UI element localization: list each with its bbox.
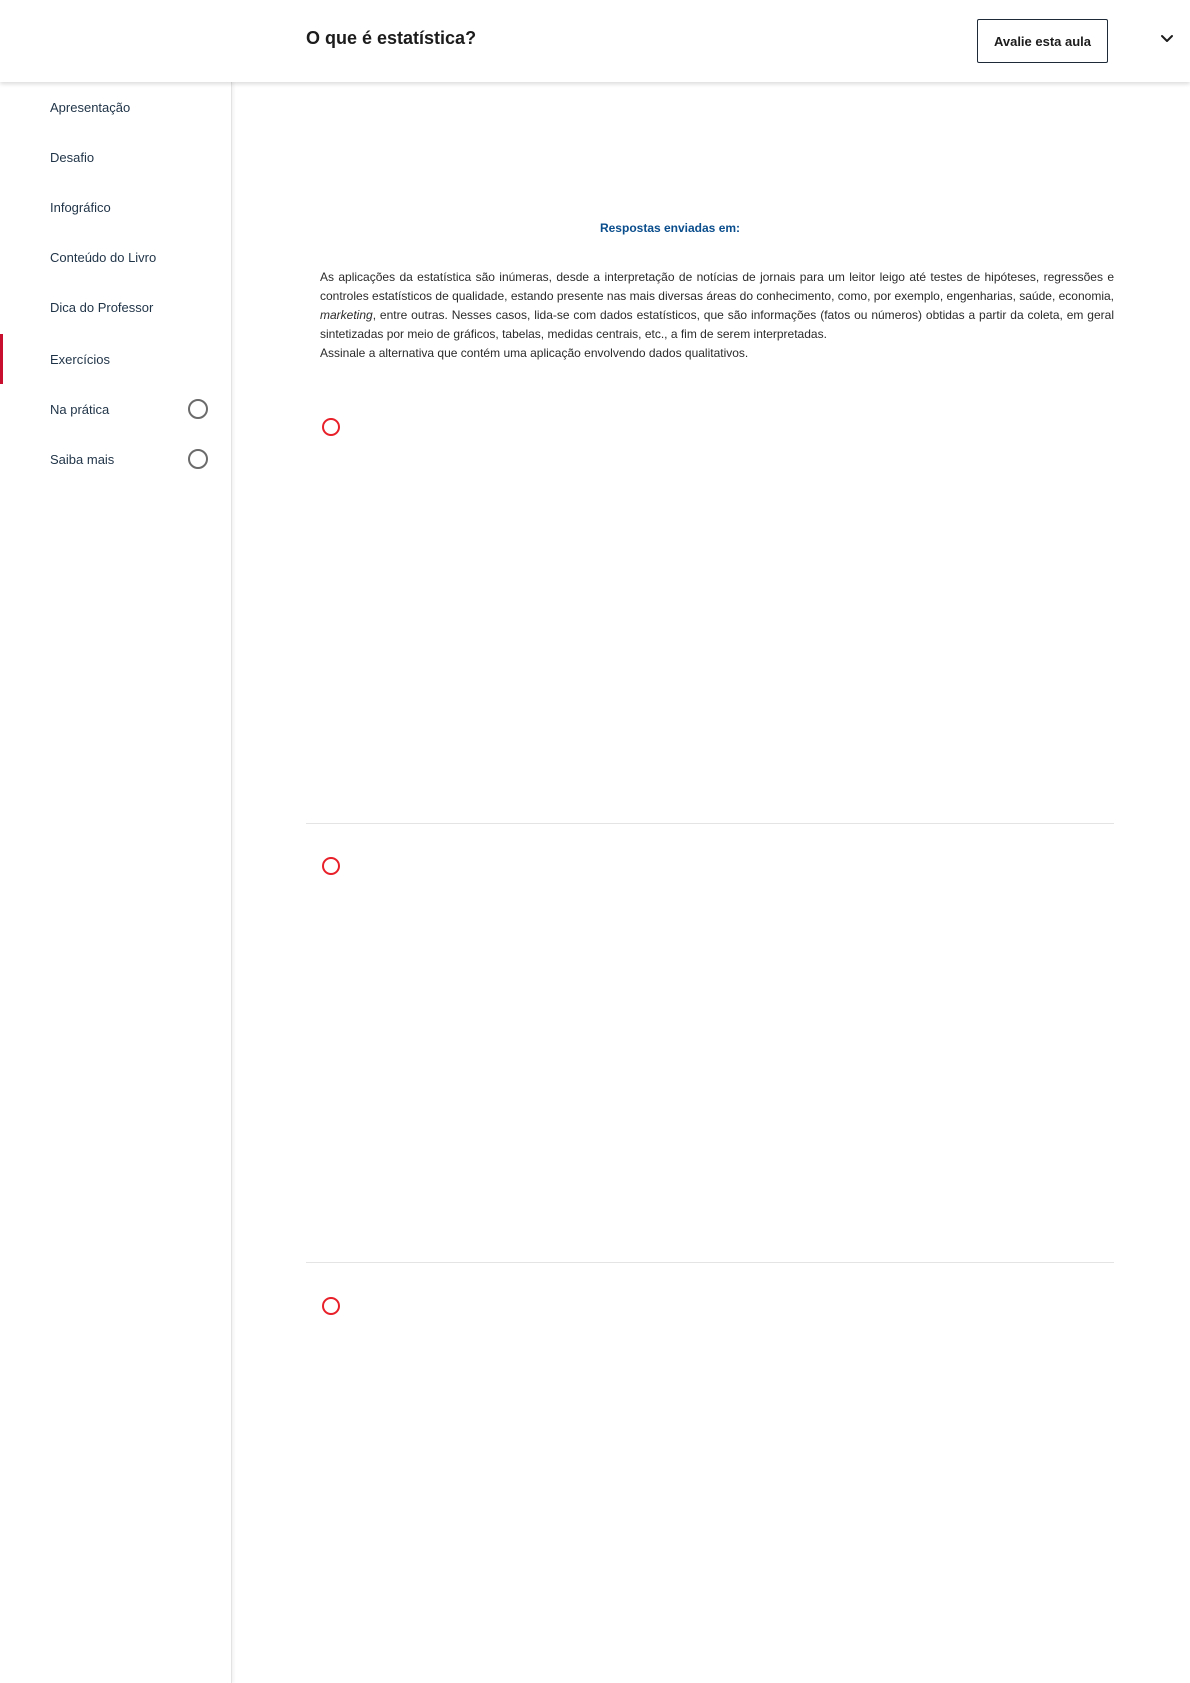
lesson-sidebar [0, 82, 232, 1683]
sidebar-item-label: Desafio [50, 149, 95, 165]
sidebar-item-infografico[interactable] [0, 182, 231, 232]
sidebar-item-dica-do-professor[interactable] [0, 282, 231, 332]
sidebar-item-apresentacao[interactable] [0, 82, 231, 132]
top-header [0, 0, 1190, 82]
question-body [320, 270, 1114, 341]
question-emphasis: marketing [320, 308, 373, 322]
empty-circle-icon [188, 399, 208, 419]
question-prompt: Assinale a alternativa que contém uma aplicação envolvendo dados qualitativos. [320, 346, 749, 360]
sidebar-item-desafio[interactable] [0, 132, 231, 182]
exercise-content [232, 82, 1190, 1683]
rate-lesson-button[interactable]: Avalie esta aula [977, 19, 1108, 63]
chevron-down-icon[interactable] [1158, 30, 1176, 48]
question-part-1: As aplicações da estatística são inúmeras, desde a interpretação de notícias de jornais para um leitor leigo até testes de hipóteses, regressões e controles estatísticos de qualidade, estando presente nas mais diversas áreas do conhecimento, como, por exemplo, engenharias, saúde, economia, [320, 270, 1114, 303]
empty-circle-icon [188, 449, 208, 469]
sidebar-item-label: Infográfico [50, 199, 111, 215]
page-title: O que é estatística? [306, 28, 477, 48]
sidebar-item-saiba-mais[interactable] [0, 434, 231, 484]
sidebar-item-exercicios[interactable] [0, 334, 231, 384]
sidebar-item-label: Apresentação [50, 99, 131, 115]
sidebar-item-label: Exercícios [50, 351, 110, 367]
sidebar-item-label: Dica do Professor [50, 299, 154, 315]
question-text [320, 268, 1114, 363]
option-radio-2[interactable] [322, 857, 340, 875]
sidebar-item-conteudo-do-livro[interactable] [0, 232, 231, 282]
sidebar-item-label: Na prática [50, 401, 110, 417]
responses-sent-heading: Respostas enviadas em: [599, 221, 741, 235]
sidebar-item-label: Saiba mais [50, 451, 115, 467]
sidebar-item-label: Conteúdo do Livro [50, 249, 157, 265]
option-radio-1[interactable] [322, 418, 340, 436]
question-part-2: , entre outras. Nesses casos, lida-se com dados estatísticos, que são informações (fatos ou números) obtidas a partir da coleta, em geral sintetizadas por meio de gráficos, tabelas, medidas centrais, etc., a fim de serem interpretadas. [320, 308, 1114, 341]
option-divider [306, 1262, 1114, 1263]
option-divider [306, 823, 1114, 824]
sidebar-item-na-pratica[interactable] [0, 384, 231, 434]
option-radio-3[interactable] [322, 1297, 340, 1315]
